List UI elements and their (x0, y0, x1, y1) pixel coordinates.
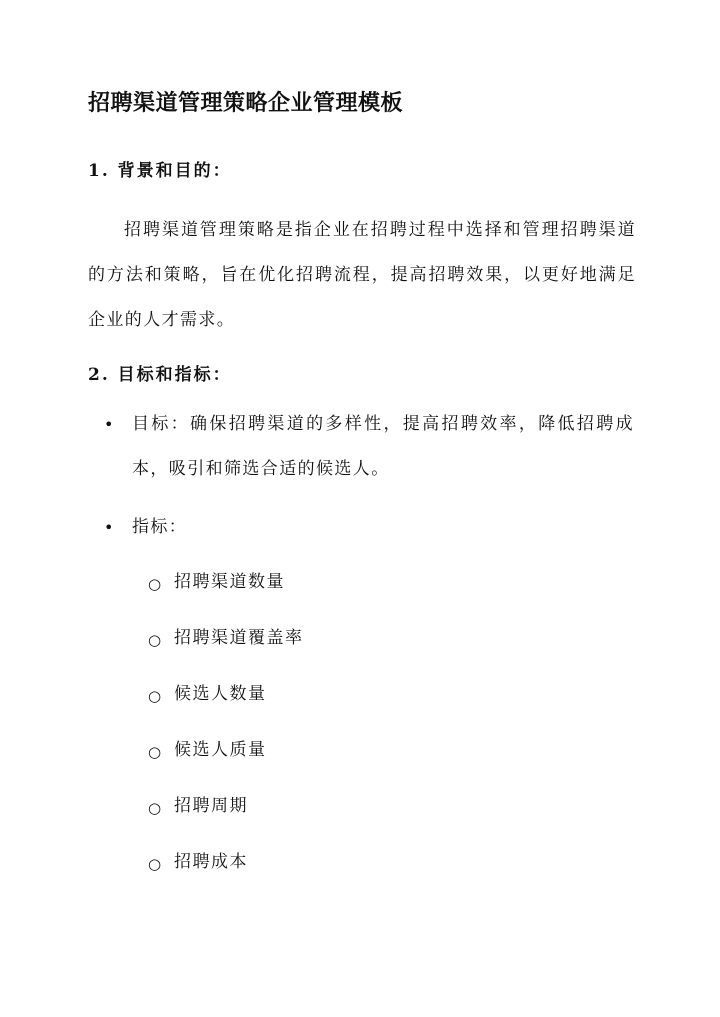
indicator-sub-list (148, 560, 448, 896)
circle-bullet-icon: ○ (148, 687, 163, 705)
section-heading-goals: 2. 目标和指标： (88, 365, 232, 385)
bullet-icon: • (104, 415, 114, 434)
circle-bullet-icon: ○ (148, 799, 163, 817)
indicator-text: 招聘渠道覆盖率 (174, 628, 304, 648)
indicators-label: 指标： (132, 517, 188, 537)
circle-bullet-icon: ○ (148, 631, 163, 649)
circle-bullet-icon: ○ (148, 743, 163, 761)
bullet-icon: • (104, 518, 114, 537)
list-item (148, 560, 448, 616)
list-item (148, 728, 448, 784)
indicator-text: 招聘周期 (174, 796, 248, 816)
list-item-indicators (104, 505, 634, 550)
list-item (148, 840, 448, 896)
circle-bullet-icon: ○ (148, 575, 163, 593)
list-item (148, 784, 448, 840)
indicator-text: 候选人质量 (174, 740, 267, 760)
indicator-text: 候选人数量 (174, 684, 267, 704)
section-heading-background: 1. 背景和目的： (88, 161, 232, 181)
circle-bullet-icon: ○ (148, 855, 163, 873)
list-item (148, 672, 448, 728)
list-item (148, 616, 448, 672)
indicator-text: 招聘成本 (174, 852, 248, 872)
background-paragraph: 招聘渠道管理策略是指企业在招聘过程中选择和管理招聘渠道的方法和策略，旨在优化招聘流程，提高招聘效果，以更好地满足企业的人才需求。 (88, 220, 636, 330)
document-title: 招聘渠道管理策略企业管理模板 (88, 90, 404, 116)
indicator-text: 招聘渠道数量 (174, 572, 285, 592)
list-item-goal (104, 402, 634, 492)
goal-text: 目标：确保招聘渠道的多样性，提高招聘效率，降低招聘成本，吸引和筛选合适的候选人。 (132, 414, 634, 479)
